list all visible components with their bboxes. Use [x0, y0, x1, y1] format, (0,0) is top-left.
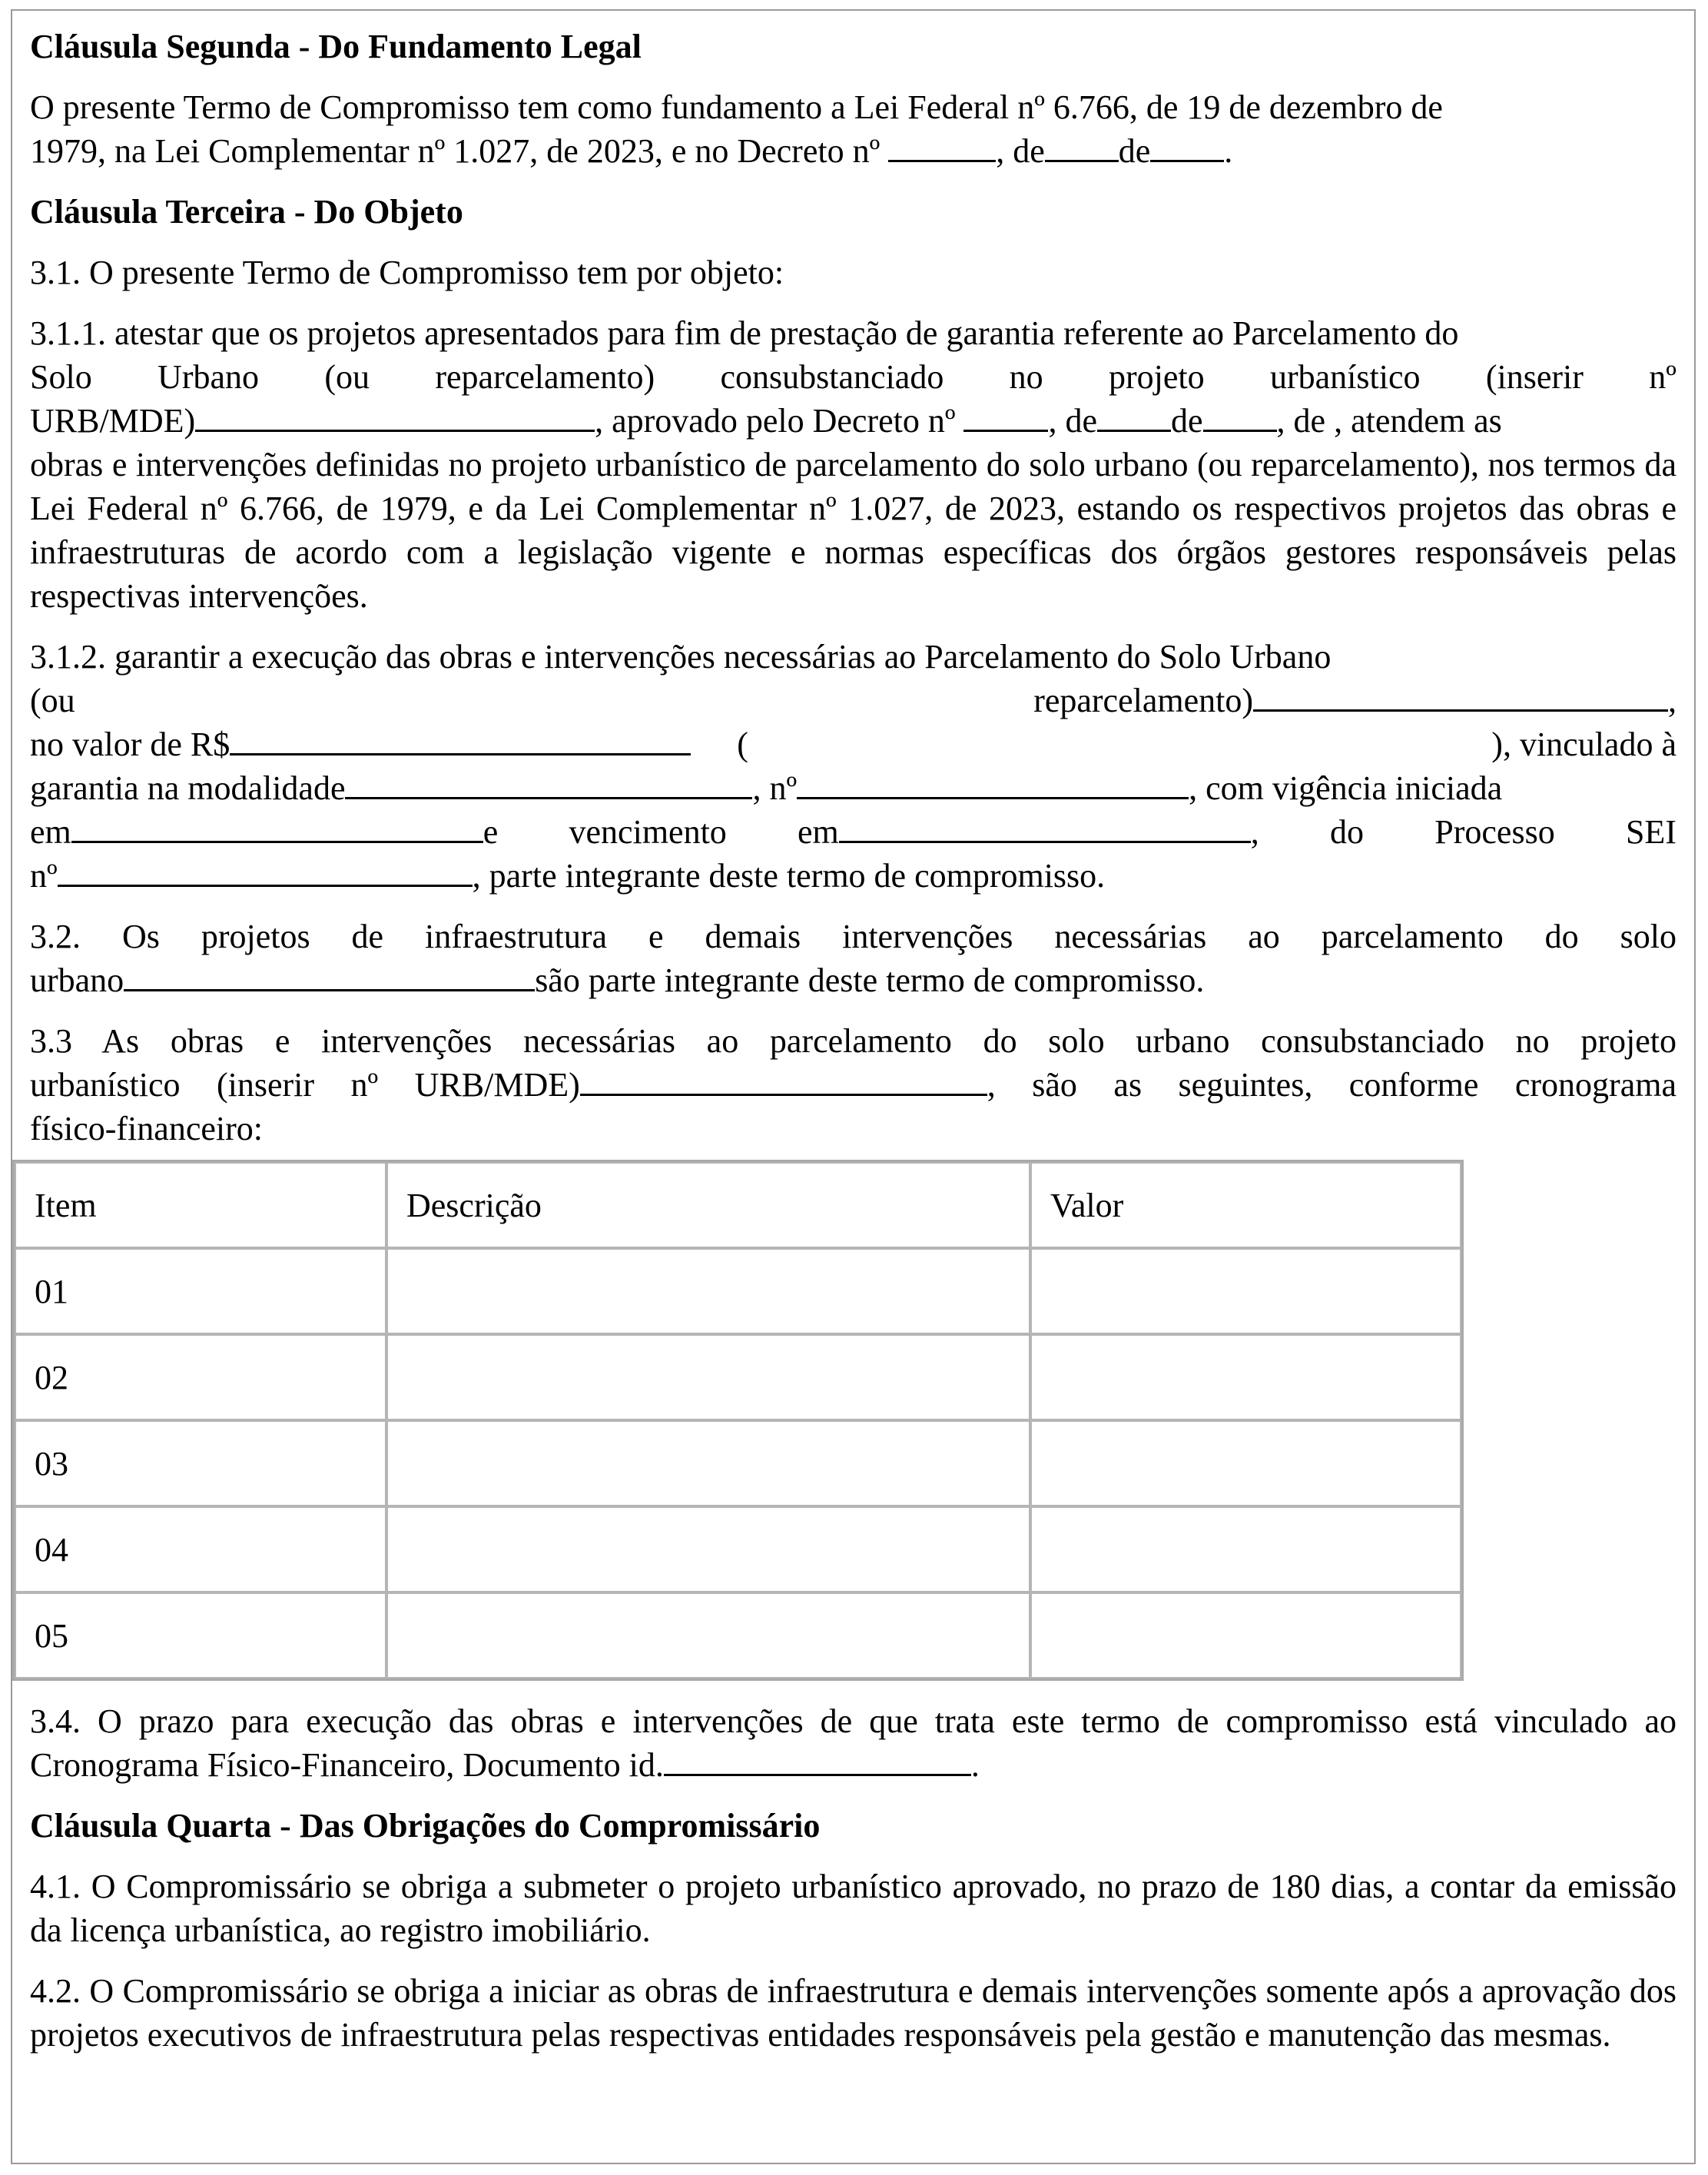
cell-descricao[interactable] [386, 1592, 1030, 1679]
blank-field-documento-id[interactable] [664, 1745, 971, 1776]
cronograma-table-wrap [12, 1160, 1676, 1681]
line: 3.3 As obras e intervenções necessárias ao parcelamento do solo urbano consubstanciado no projeto [30, 1022, 1676, 1060]
text: são parte integrante deste termo de compromisso. [535, 961, 1205, 999]
line: 3.1.1. atestar que os projetos apresentados para fim de prestação de garantia referente ao Parcelamento do [30, 314, 1459, 352]
cell-valor[interactable] [1030, 1248, 1461, 1334]
text: , de , atendem as [1276, 402, 1502, 440]
table-header-row [15, 1162, 1461, 1248]
table-row [15, 1248, 1461, 1334]
blank-field-ano[interactable] [1203, 400, 1277, 432]
paragraph-3-3 [30, 1019, 1676, 1151]
text: garantia na modalidade [30, 769, 346, 807]
blank-field-decreto[interactable] [963, 400, 1048, 432]
text: , são as seguintes, conforme cronograma [987, 1066, 1676, 1104]
text: , aprovado pelo Decreto nº [595, 402, 956, 440]
word: reparcelamento) [435, 358, 655, 396]
blank-field-urbano[interactable] [124, 960, 535, 991]
word: Urbano [158, 358, 260, 396]
text: nº [30, 857, 58, 895]
text: , de [1048, 402, 1098, 440]
line-justified [30, 679, 1676, 722]
clausula-segunda-text [30, 85, 1676, 173]
text: reparcelamento) [1033, 682, 1253, 719]
text: , parte integrante deste termo de compromisso. [472, 857, 1106, 895]
word: projeto [1109, 358, 1205, 396]
cell-descricao[interactable] [386, 1334, 1030, 1420]
word: Solo [30, 358, 92, 396]
text: 1979, na Lei Complementar nº 1.027, de 2023, e no Decreto nº [30, 132, 881, 170]
clausula-quarta-heading: Cláusula Quarta - Das Obrigações do Compromissário [30, 1807, 821, 1845]
text: 3.4. O prazo para execução das obras e intervenções de que trata este termo de compromisso está vinculado ao Cronograma Físico-Financeiro, Documento id. [30, 1702, 1676, 1784]
text: , com vigência iniciada [1189, 769, 1503, 807]
line-segment [30, 766, 1502, 810]
line-segment [1033, 679, 1676, 722]
paragraph-3-4 [30, 1699, 1676, 1787]
text: e [483, 813, 499, 851]
blank-field-decreto[interactable] [888, 131, 996, 162]
text: , [1668, 682, 1676, 719]
cell-item: 02 [15, 1334, 386, 1420]
line: 3.2. Os projetos de infraestrutura e demais intervenções necessárias ao parcelamento do solo [30, 918, 1676, 955]
cell-item: 03 [15, 1420, 386, 1506]
word: (ou [324, 358, 370, 396]
line [30, 1063, 1676, 1107]
cell-valor[interactable] [1030, 1506, 1461, 1592]
blank-field-dia[interactable] [1097, 400, 1171, 432]
word: urbanístico [1270, 358, 1421, 396]
paragraph-3-1: 3.1. O presente Termo de Compromisso tem por objeto: [30, 254, 784, 291]
cell-item: 04 [15, 1506, 386, 1592]
table-row [15, 1506, 1461, 1592]
line [30, 958, 1676, 1002]
text: . [1224, 132, 1233, 170]
blank-field-valor[interactable] [230, 724, 691, 755]
text: urbano [30, 961, 124, 999]
paragraph-4-1: 4.1. O Compromissário se obriga a submeter o projeto urbanístico aprovado, no prazo de 180 dias, a contar da emissão da licença urbanística, ao registro imobiliário. [30, 1868, 1676, 1949]
blank-field-dia[interactable] [1045, 131, 1119, 162]
blank-field-vencimento[interactable] [839, 812, 1251, 843]
line-justified [30, 766, 1676, 810]
line [30, 399, 1676, 443]
line-segment [30, 810, 498, 854]
clausula-terceira-heading: Cláusula Terceira - Do Objeto [30, 193, 463, 231]
blank-field-numero[interactable] [797, 768, 1189, 799]
word: nº [1649, 358, 1676, 396]
text: Processo [1434, 813, 1555, 851]
text: em [798, 813, 839, 851]
cell-valor[interactable] [1030, 1334, 1461, 1420]
text: de [1171, 402, 1203, 440]
blank-field-processo-sei[interactable] [58, 855, 473, 887]
cell-descricao[interactable] [386, 1248, 1030, 1334]
paragraph-3-1-2 [30, 635, 1676, 898]
line-segment [798, 810, 1259, 854]
blank-field-urb[interactable] [195, 400, 595, 432]
word: (inserir [1485, 358, 1584, 396]
blank-field-modalidade[interactable] [345, 768, 752, 799]
text: de [1118, 132, 1151, 170]
text: obras e intervenções definidas no projeto urbanístico de parcelamento do solo urbano (ou reparcelamento), nos termos da Lei Federal nº 6.766, de 1979, e da Lei Complementar nº 1.027, de 2023, estando os respectivos projetos das obras e infraestruturas de acordo com a legislação vigente e normas específicas dos órgãos gestores responsáveis pelas respectivas intervenções. [30, 446, 1676, 615]
text: ), vinculado à [1491, 726, 1676, 763]
header-item: Item [15, 1162, 386, 1248]
text: vencimento [569, 813, 727, 851]
cell-valor[interactable] [1030, 1592, 1461, 1679]
text: SEI [1625, 813, 1676, 851]
blank-field-ano[interactable] [1150, 131, 1224, 162]
text: no valor de R$ [30, 726, 230, 763]
blank-field-urb-mde[interactable] [580, 1064, 987, 1096]
cell-descricao[interactable] [386, 1506, 1030, 1592]
blank-field-reparcelamento[interactable] [1253, 680, 1668, 712]
cell-valor[interactable] [1030, 1420, 1461, 1506]
text: O presente Termo de Compromisso tem como fundamento a Lei Federal nº 6.766, de 19 de dezembro de [30, 88, 1443, 126]
line [30, 854, 1676, 898]
cell-item: 01 [15, 1248, 386, 1334]
word: no [1009, 358, 1043, 396]
paragraph-4-2: 4.2. O Compromissário se obriga a iniciar as obras de infraestrutura e demais intervenções somente após a aprovação dos projetos executivos de infraestrutura pelas respectivas entidades responsáveis pela gestão e manutenção das mesmas. [30, 1972, 1676, 2054]
table-row [15, 1420, 1461, 1506]
table-row [15, 1592, 1461, 1679]
paragraph-3-2 [30, 915, 1676, 1002]
text: em [30, 813, 71, 851]
document-page [11, 9, 1696, 2164]
cell-item: 05 [15, 1592, 386, 1679]
header-valor: Valor [1030, 1162, 1461, 1248]
cell-descricao[interactable] [386, 1420, 1030, 1506]
document-content [30, 18, 1676, 2074]
line: 3.1.2. garantir a execução das obras e intervenções necessárias ao Parcelamento do Solo Urbano [30, 638, 1332, 676]
word: consubstanciado [720, 358, 944, 396]
text: , [1250, 813, 1259, 851]
text: . [970, 1746, 980, 1784]
header-descricao: Descrição [386, 1162, 1030, 1248]
text: (ou [30, 682, 75, 719]
blank-field-inicio[interactable] [71, 812, 483, 843]
line-justified [30, 355, 1676, 399]
table-row [15, 1334, 1461, 1420]
line-segment [30, 722, 691, 766]
text: ( [737, 726, 748, 763]
text: urbanístico (inserir nº URB/MDE) [30, 1066, 580, 1104]
clausula-segunda-heading: Cláusula Segunda - Do Fundamento Legal [30, 28, 642, 65]
text: URB/MDE) [30, 402, 196, 440]
line-justified [30, 810, 1676, 854]
line: físico-financeiro: [30, 1110, 263, 1147]
text: , nº [752, 769, 798, 807]
cronograma-table [12, 1160, 1464, 1681]
text: , de [996, 132, 1045, 170]
paragraph-3-1-1 [30, 311, 1676, 618]
text: do [1330, 813, 1365, 851]
line-justified [30, 722, 1676, 766]
